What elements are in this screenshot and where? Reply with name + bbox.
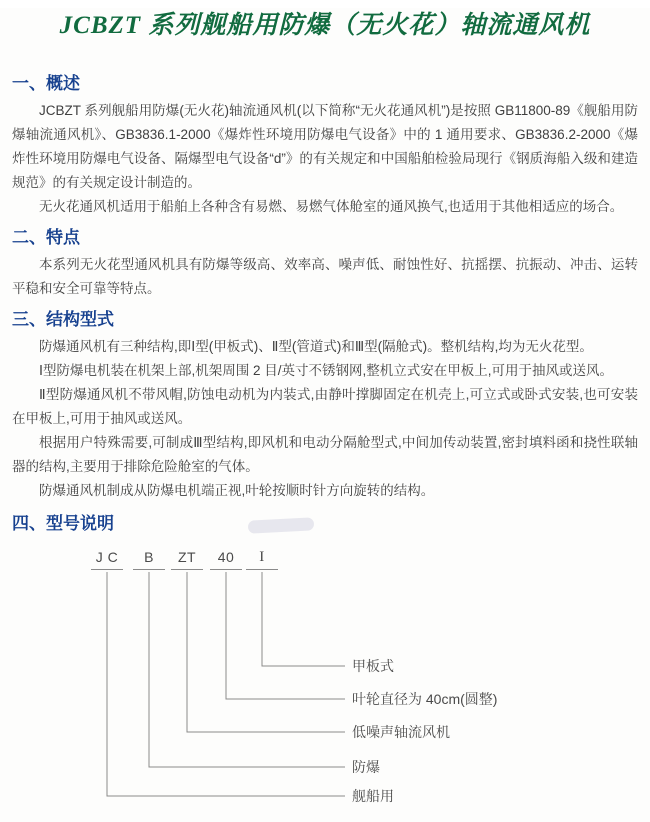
model-code-zt: ZT	[171, 548, 203, 570]
section-heading-model-designation: 四、型号说明	[12, 514, 114, 533]
model-code-jc: J C	[91, 548, 123, 570]
structure-paragraph-5: 防爆通风机制成从防爆电机端正视,叶轮按顺时针方向旋转的结构。	[39, 483, 435, 498]
model-label-marine-use: 舰船用	[352, 788, 394, 804]
section-features	[12, 227, 638, 301]
model-label-deck-type: 甲板式	[352, 658, 394, 674]
document-body	[0, 73, 650, 503]
model-label-explosion-proof: 防爆	[352, 759, 380, 775]
section-model-designation	[0, 513, 650, 812]
document-page	[0, 8, 650, 822]
page-title: JCBZT 系列舰船用防爆（无火花）轴流通风机	[59, 12, 591, 39]
structure-paragraph-4: 根据用户特殊需要,可制成Ⅲ型结构,即风机和电动分隔舱型式,中间加传动装置,密封填料函和挠性联轴器的结构,主要用于排除危险舱室的气体。	[12, 435, 638, 474]
section-structure-types	[12, 309, 638, 503]
model-label-impeller-diameter: 叶轮直径为 40cm(圆整)	[352, 691, 498, 707]
section-overview	[12, 73, 638, 219]
model-code-diagram	[0, 544, 650, 812]
section-heading-overview: 一、概述	[12, 74, 80, 93]
model-code-i: I	[246, 548, 278, 570]
structure-paragraph-1: 防爆通风机有三种结构,即Ⅰ型(甲板式)、Ⅱ型(管道式)和Ⅲ型(隔舱式)。整机结构,均为无火花型。	[39, 339, 593, 354]
model-label-low-noise-axial: 低噪声轴流风机	[352, 724, 450, 740]
diagram-connector-lines	[0, 544, 650, 812]
section-heading-features: 二、特点	[12, 228, 80, 247]
section-heading-structure-types: 三、结构型式	[12, 310, 114, 329]
overview-paragraph-1: JCBZT 系列舰船用防爆(无火花)轴流通风机(以下简称“无火花通风机”)是按照 GB11800-89《舰船用防爆轴流通风机》、GB3836.1-2000《爆炸性环境用防爆电气设备》中的 1 通用要求、GB3836.2-2000《爆炸性环境用防爆电气设备、隔爆型电气设备“d”》的有关规定和中国船舶检验局现行《钢质海船入级和建造规范》的有关规定设计制造的。	[12, 103, 638, 190]
features-paragraph-1: 本系列无火花型通风机具有防爆等级高、效率高、噪声低、耐蚀性好、抗摇摆、抗振动、冲击、运转平稳和安全可靠等特点。	[12, 257, 638, 296]
structure-paragraph-2: Ⅰ型防爆电机装在机架上部,机架周围 2 目/英寸不锈钢网,整机立式安在甲板上,可用于抽风或送风。	[39, 363, 613, 378]
model-code-b: B	[133, 548, 165, 570]
model-code-40: 40	[210, 548, 242, 570]
structure-paragraph-3: Ⅱ型防爆通风机不带风帽,防蚀电动机为内装式,由静叶撑脚固定在机壳上,可立式或卧式安装,也可安装在甲板上,可用于抽风或送风。	[12, 387, 638, 426]
overview-paragraph-2: 无火花通风机适用于船舶上各种含有易燃、易燃气体舱室的通风换气,也适用于其他相适应的场合。	[39, 199, 624, 214]
